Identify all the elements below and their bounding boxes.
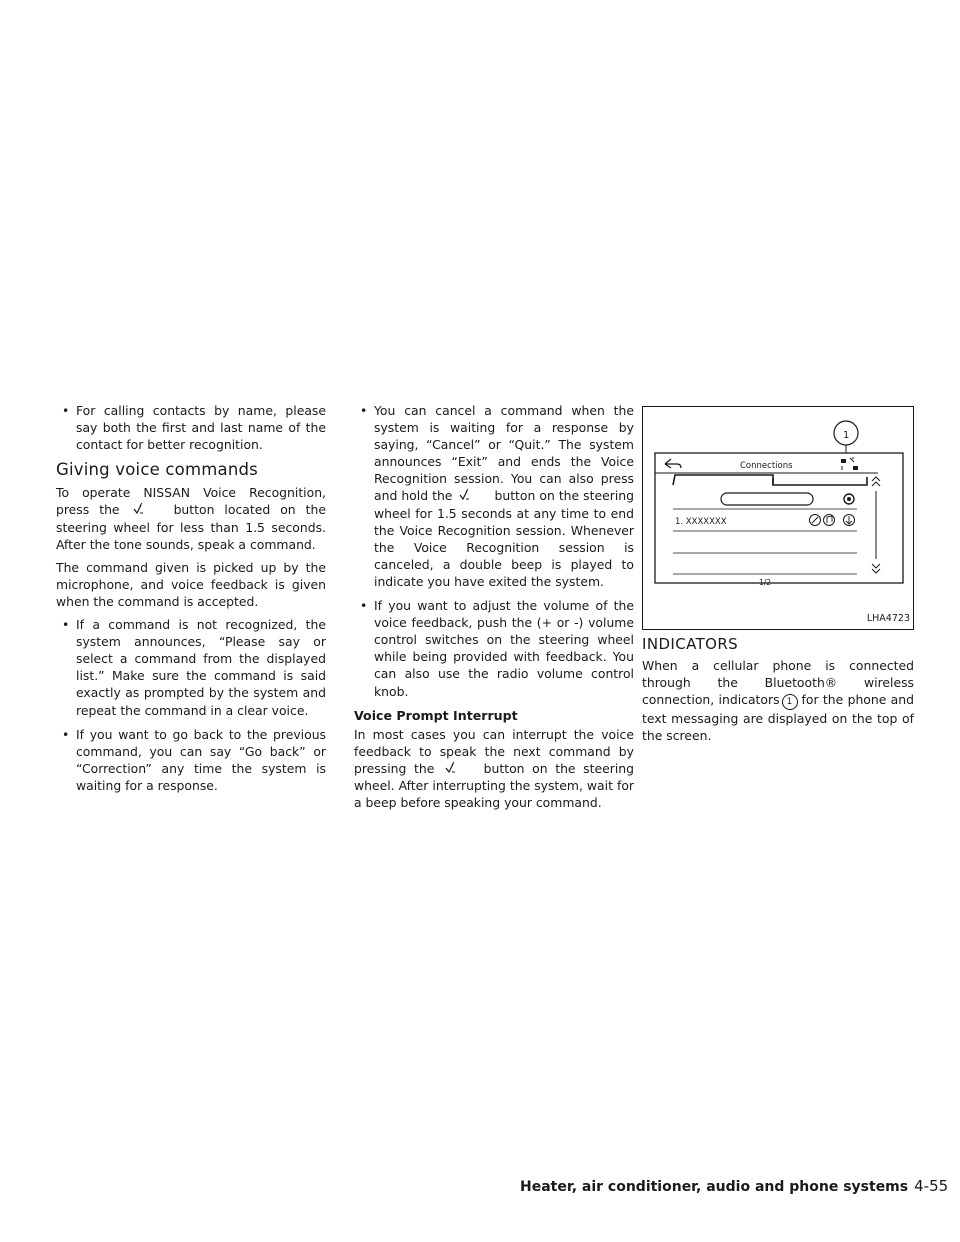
bullet-command-not-recognized: • If a command is not recognized, the system announces, “Please say or select a command from the displayed list.” Make sure the command is said exactly as prompted by the system and repeat the command in a clear voice. [56,616,326,719]
footer-section-title: Heater, air conditioner, audio and phone systems [520,1179,909,1195]
paragraph-voice-prompt-interrupt [354,726,634,811]
page-footer [520,1176,949,1195]
screen-title: Connections [740,461,793,471]
figure-callout-number: 1 [843,430,850,441]
bullet-text-after-icon: button on the steering wheel for 1.5 seconds at any time to end the Voice Recognition session. Whenever the Voice Recognition session is canceled, a double beep is played to indicate you have exited the system. [374,488,634,589]
bullet-go-back: • If you want to go back to the previous command, you can say “Go back” or “Correction” any time the system is waiting for a response. [56,726,326,794]
talk-button-icon [442,761,476,775]
talk-button-icon [130,502,164,516]
figure-code: LHA4723 [866,612,910,624]
paragraph-text-before-callout: When a cellular phone is connected through the Bluetooth® wireless connection, indicators [642,658,914,708]
contact-list-item: 1. XXXXXXX [675,517,727,527]
bullet-cancel-command [354,402,634,590]
column-left [56,402,326,801]
page-indicator: 1/2 [759,578,772,587]
paragraph-text-before-icon: In most cases you can interrupt the voice feedback to speak the next command by pressing the [354,726,634,776]
bullet-adjust-volume: • If you want to adjust the volume of the voice feedback, push the (+ or -) volume control switches on the steering wheel while being provided with feedback. You can also use the radio volume control knob. [354,597,634,700]
bullet-contacts-by-name: • For calling contacts by name, please say both the first and last name of the contact for better recognition. [56,402,326,453]
callout-number-icon: 1 [782,694,798,710]
connections-screen-figure [642,406,914,630]
paragraph-operate-voice-recognition [56,484,326,552]
paragraph-command-picked-up: The command given is picked up by the microphone, and voice feedback is given when the command is accepted. [56,559,326,609]
paragraph-text-before-icon: To operate NISSAN Voice Recognition, press the [56,485,326,518]
bullet-text-before-icon: You can cancel a command when the system is waiting for a response by saying, “Cancel” or “Quit.” The system announces “Exit” and ends the Voice Recognition session. You can also press and hold the [374,403,634,504]
paragraph-text-after-icon: button located on the steering wheel for less than 1.5 seconds. After the tone sounds, speak a command. [56,502,326,552]
section-heading-giving-voice-commands: Giving voice commands [56,460,258,480]
subheading-voice-prompt-interrupt: Voice Prompt Interrupt [354,707,518,723]
column-right [642,402,914,750]
paragraph-indicators [642,657,914,744]
page-number: 4-55 [914,1177,949,1195]
talk-button-icon [456,488,490,502]
paragraph-text-after-icon: button on the steering wheel. After interrupting the system, wait for a beep before speaking your command. [354,760,634,811]
paragraph-text-after-callout: for the phone and text messaging are displayed on the top of the screen. [642,692,914,744]
section-heading-indicators: INDICATORS [642,635,739,653]
column-middle [354,402,634,817]
